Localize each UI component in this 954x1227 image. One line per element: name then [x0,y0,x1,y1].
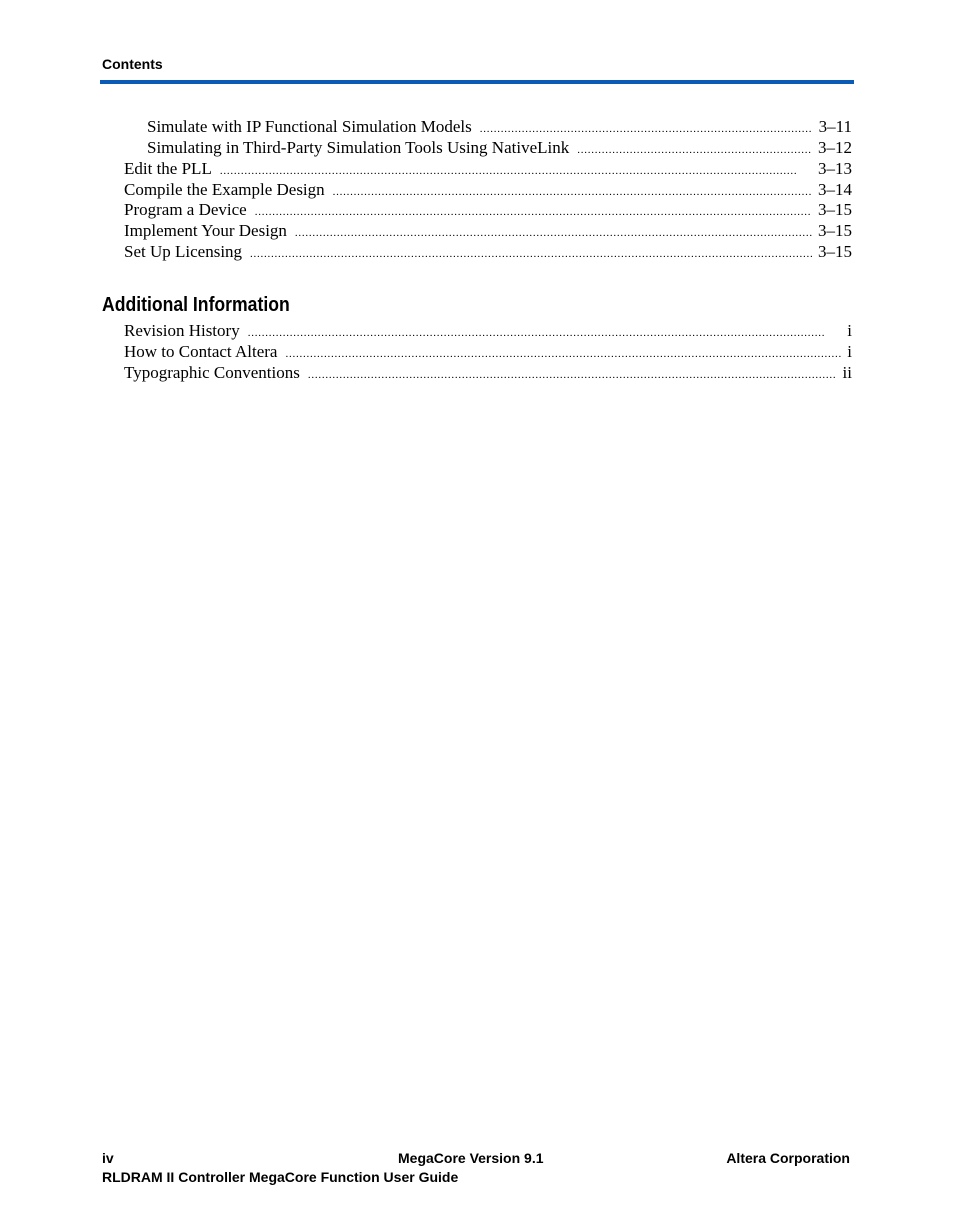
toc-entry-title: Set Up Licensing [124,242,243,261]
toc-entry-page: 3–14 [818,180,852,199]
toc-entry-page: 3–15 [818,200,852,219]
toc-entry-page: 3–15 [818,221,852,240]
running-header: Contents [102,56,163,72]
toc-entry-title: Program a Device [124,200,247,219]
toc-entry-page: 3–11 [818,117,852,136]
toc-entry-page: i [847,342,852,361]
toc-entry-title: Revision History [124,321,240,340]
toc-entry-title: Simulate with IP Functional Simulation Models [147,117,472,136]
toc-entry-page: 3–12 [818,138,852,157]
dot-leader [250,244,812,265]
footer-document-title: RLDRAM II Controller MegaCore Function User Guide [102,1169,459,1185]
toc-entry-title: How to Contact Altera [124,342,278,361]
toc-entry[interactable] [124,362,852,386]
toc-entry-title: Edit the PLL [124,159,212,178]
toc-entry-page: ii [842,363,852,382]
toc-entry-title: Implement Your Design [124,221,287,240]
section-heading: Additional Information [102,294,290,316]
toc-entry-page: i [847,321,852,340]
dot-leader [308,365,837,386]
toc-entry-page: 3–13 [818,159,852,178]
toc-entry-title: Simulating in Third-Party Simulation Tools Using NativeLink [147,138,570,157]
header-rule [100,80,854,84]
toc-entry-page: 3–15 [818,242,852,261]
footer-company: Altera Corporation [726,1150,850,1166]
footer-version: MegaCore Version 9.1 [398,1150,544,1166]
toc-entry-title: Typographic Conventions [124,363,300,382]
toc-entry[interactable] [124,241,852,265]
footer [102,1150,850,1168]
footer-page-number: iv [102,1150,114,1166]
toc-entry-title: Compile the Example Design [124,180,325,199]
